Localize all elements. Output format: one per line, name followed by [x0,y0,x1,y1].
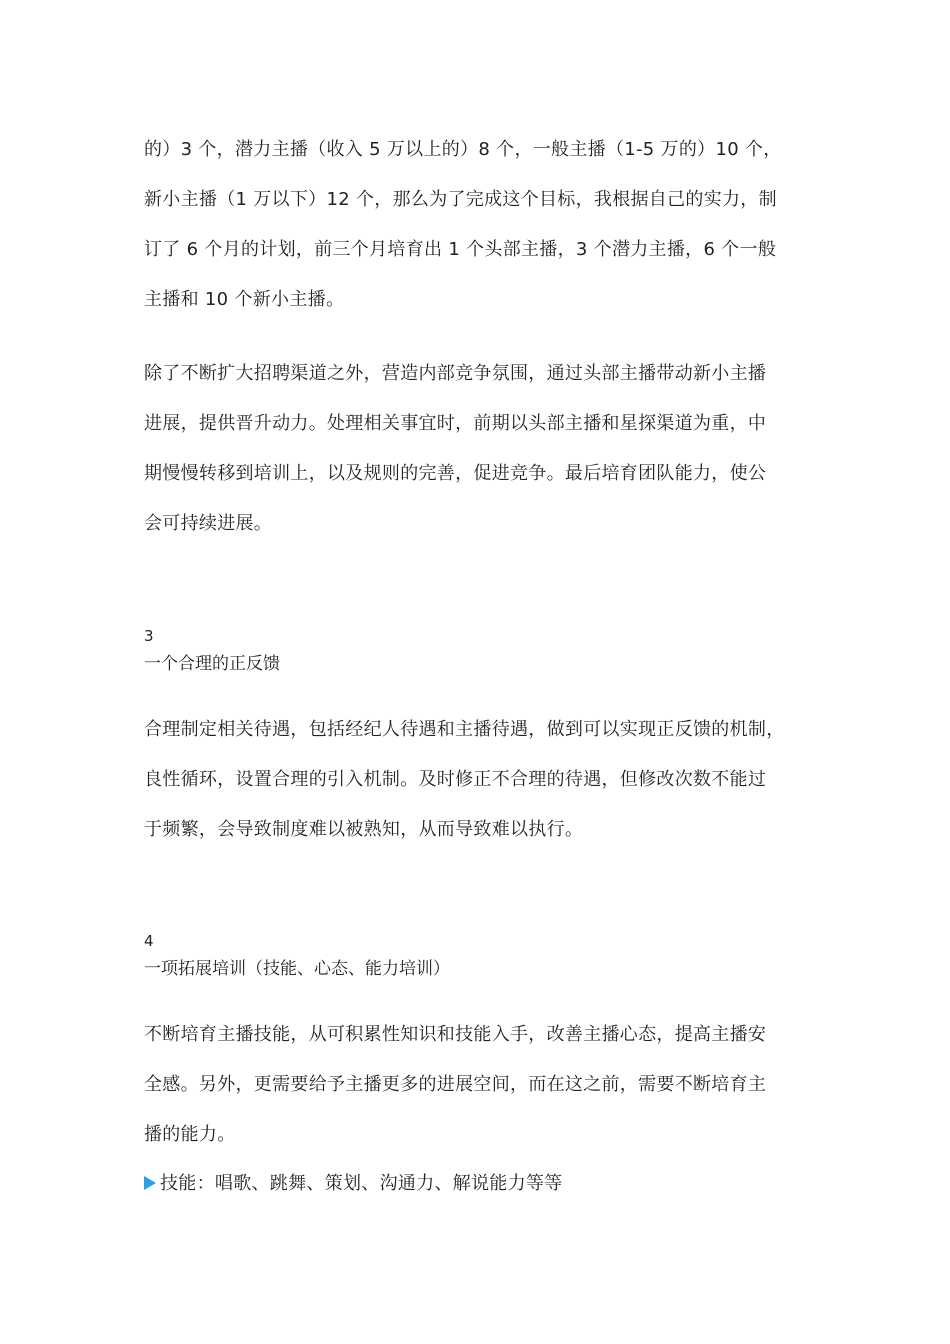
text-line: 订了 6 个月的计划，前三个月培育出 1 个头部主播，3 个潜力主播，6 个一般 [144,239,777,260]
text-line: 进展，提供晋升动力。处理相关事宜时，前期以头部主播和星探渠道为重，中 [144,413,767,434]
text-line: 新小主播（1 万以下）12 个，那么为了完成这个目标，我根据自己的实力，制 [144,189,777,210]
paragraph-feedback [144,705,814,855]
text-line: 会可持续进展。 [144,513,273,534]
text-line: 除了不断扩大招聘渠道之外，营造内部竞争氛围，通过头部主播带动新小主播 [144,363,767,384]
text-line: 期慢慢转移到培训上，以及规则的完善，促进竞争。最后培育团队能力，使公 [144,463,767,484]
bullet-item-skills [144,1159,563,1209]
text-line: 良性循环，设置合理的引入机制。及时修正不合理的待遇，但修改次数不能过 [144,769,767,790]
section-number: 4 [144,932,154,950]
text-line: 全感。另外，更需要给予主播更多的进展空间，而在这之前，需要不断培育主 [144,1074,767,1095]
section-title: 一个合理的正反馈 [144,654,280,674]
paragraph-competition [144,349,814,549]
bullet-text: 技能：唱歌、跳舞、策划、沟通力、解说能力等等 [160,1173,563,1194]
text-line: 合理制定相关待遇，包括经纪人待遇和主播待遇，做到可以实现正反馈的机制， [144,719,785,740]
text-line: 的）3 个，潜力主播（收入 5 万以上的）8 个，一般主播（1-5 万的）10 个， [144,139,782,160]
section-number: 3 [144,627,154,645]
arrow-right-icon [144,1176,156,1190]
paragraph-training [144,1010,814,1160]
text-line: 主播和 10 个新小主播。 [144,289,345,310]
text-line: 播的能力。 [144,1124,236,1145]
paragraph-targets [144,125,814,325]
text-line: 于频繁，会导致制度难以被熟知，从而导致难以执行。 [144,819,584,840]
section-title: 一项拓展培训（技能、心态、能力培训） [144,959,450,979]
text-line: 不断培育主播技能，从可积累性知识和技能入手，改善主播心态，提高主播安 [144,1024,767,1045]
